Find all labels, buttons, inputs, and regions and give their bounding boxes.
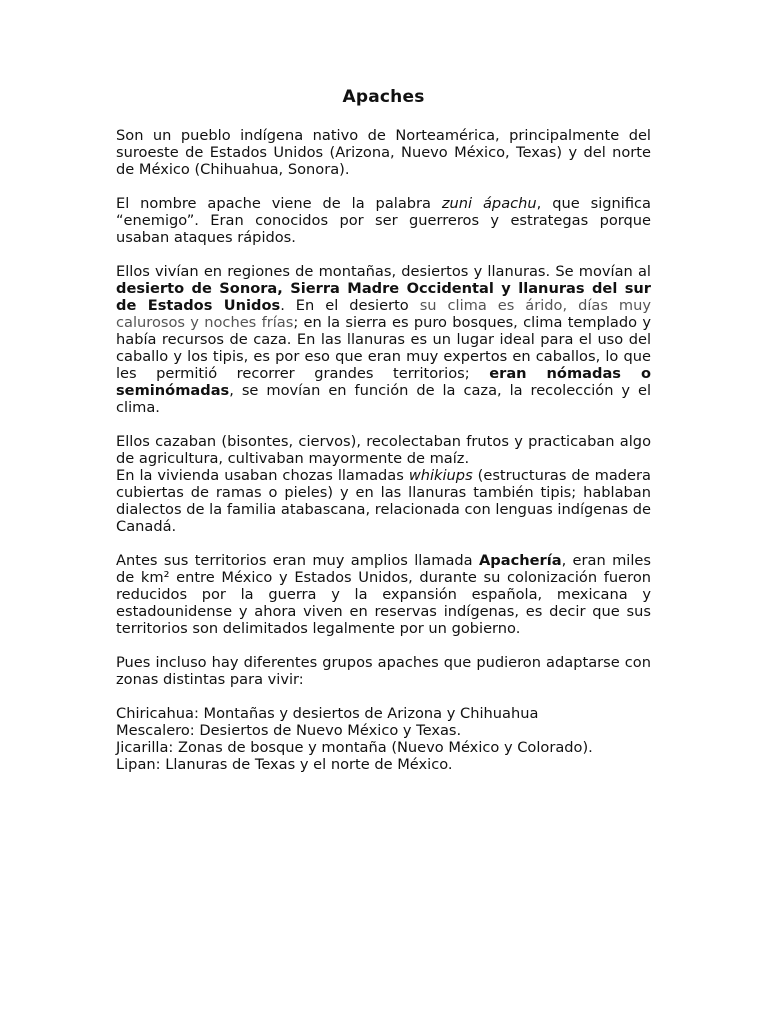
group-item-chiricahua: Chiricahua: Montañas y desiertos de Arizona y Chihuahua bbox=[116, 705, 539, 722]
italic-term-whikiups: whikiups bbox=[408, 467, 473, 484]
text-segment: Antes sus territorios eran muy amplios llamada bbox=[116, 552, 479, 569]
paragraph-origin bbox=[116, 127, 651, 178]
muted-climate-text: su clima es árido, días muy calurosos y noches frías bbox=[116, 297, 652, 331]
paragraph-regions bbox=[116, 263, 651, 416]
paragraph-hunting-text: Ellos cazaban (bisontes, ciervos), recolectaban frutos y practicaban algo de agricultura, cultivaban mayormente de maíz. bbox=[116, 433, 651, 467]
paragraph-hunting bbox=[116, 433, 651, 467]
text-segment: En la vivienda usaban chozas llamadas bbox=[116, 467, 409, 484]
paragraph-groups-intro-text: Pues incluso hay diferentes grupos apaches que pudieron adaptarse con zonas distintas para vivir: bbox=[116, 654, 651, 688]
text-segment: ; en la sierra es puro bosques, clima templado y había recursos de caza. En las llanuras es un lugar ideal para el uso del caballo y los tipis, es por eso que eran muy expertos en caballos, lo que les permitió recorrer grandes territorios; bbox=[116, 314, 652, 382]
paragraph-origin-text: Son un pueblo indígena nativo de Norteamérica, principalmente del suroeste de Estados Unidos (Arizona, Nuevo México, Texas) y del norte de México (Chihuahua, Sonora). bbox=[116, 127, 651, 178]
text-segment: El nombre apache viene de la palabra bbox=[116, 195, 442, 212]
text-segment: , eran miles de km² entre México y Estados Unidos, durante su colonización fueron reducidos por la guerra y la expansión española, mexicana y estadounidense y ahora viven en reservas indígenas, es decir que sus territorios son delimitados legalmente por un gobierno. bbox=[116, 552, 651, 637]
document-page bbox=[116, 86, 651, 773]
text-segment: , se movían en función de la caza, la recolección y el clima. bbox=[116, 382, 651, 416]
text-segment: Ellos vivían en regiones de montañas, desiertos y llanuras. Se movían al bbox=[116, 263, 651, 280]
bold-regions: desierto de Sonora, Sierra Madre Occidental y llanuras del sur de Estados Unidos bbox=[116, 280, 651, 314]
bold-nomadic: eran nómadas o seminómadas bbox=[116, 365, 651, 399]
paragraph-name-meaning bbox=[116, 195, 651, 246]
italic-term-zuni: zuni ápachu bbox=[441, 195, 537, 212]
paragraph-territories bbox=[116, 552, 651, 637]
text-segment: . En el desierto bbox=[280, 297, 420, 314]
group-item-lipan: Lipan: Llanuras de Texas y el norte de México. bbox=[116, 756, 453, 773]
bold-apacheria: Apachería bbox=[478, 552, 562, 569]
text-segment: (estructuras de madera cubiertas de ramas o pieles) y en las llanuras también tipis; hablaban dialectos de la familia atabascana, relacionada con lenguas indígenas de Canadá. bbox=[116, 467, 651, 535]
paragraph-housing bbox=[116, 467, 651, 535]
group-item-mescalero: Mescalero: Desiertos de Nuevo México y Texas. bbox=[116, 722, 462, 739]
text-segment: , que significa “enemigo”. Eran conocidos por ser guerreros y estrategas porque usaban ataques rápidos. bbox=[116, 195, 651, 246]
page-title: Apaches bbox=[342, 87, 425, 107]
group-item-jicarilla: Jicarilla: Zonas de bosque y montaña (Nuevo México y Colorado). bbox=[116, 739, 593, 756]
paragraph-groups-intro bbox=[116, 654, 651, 688]
